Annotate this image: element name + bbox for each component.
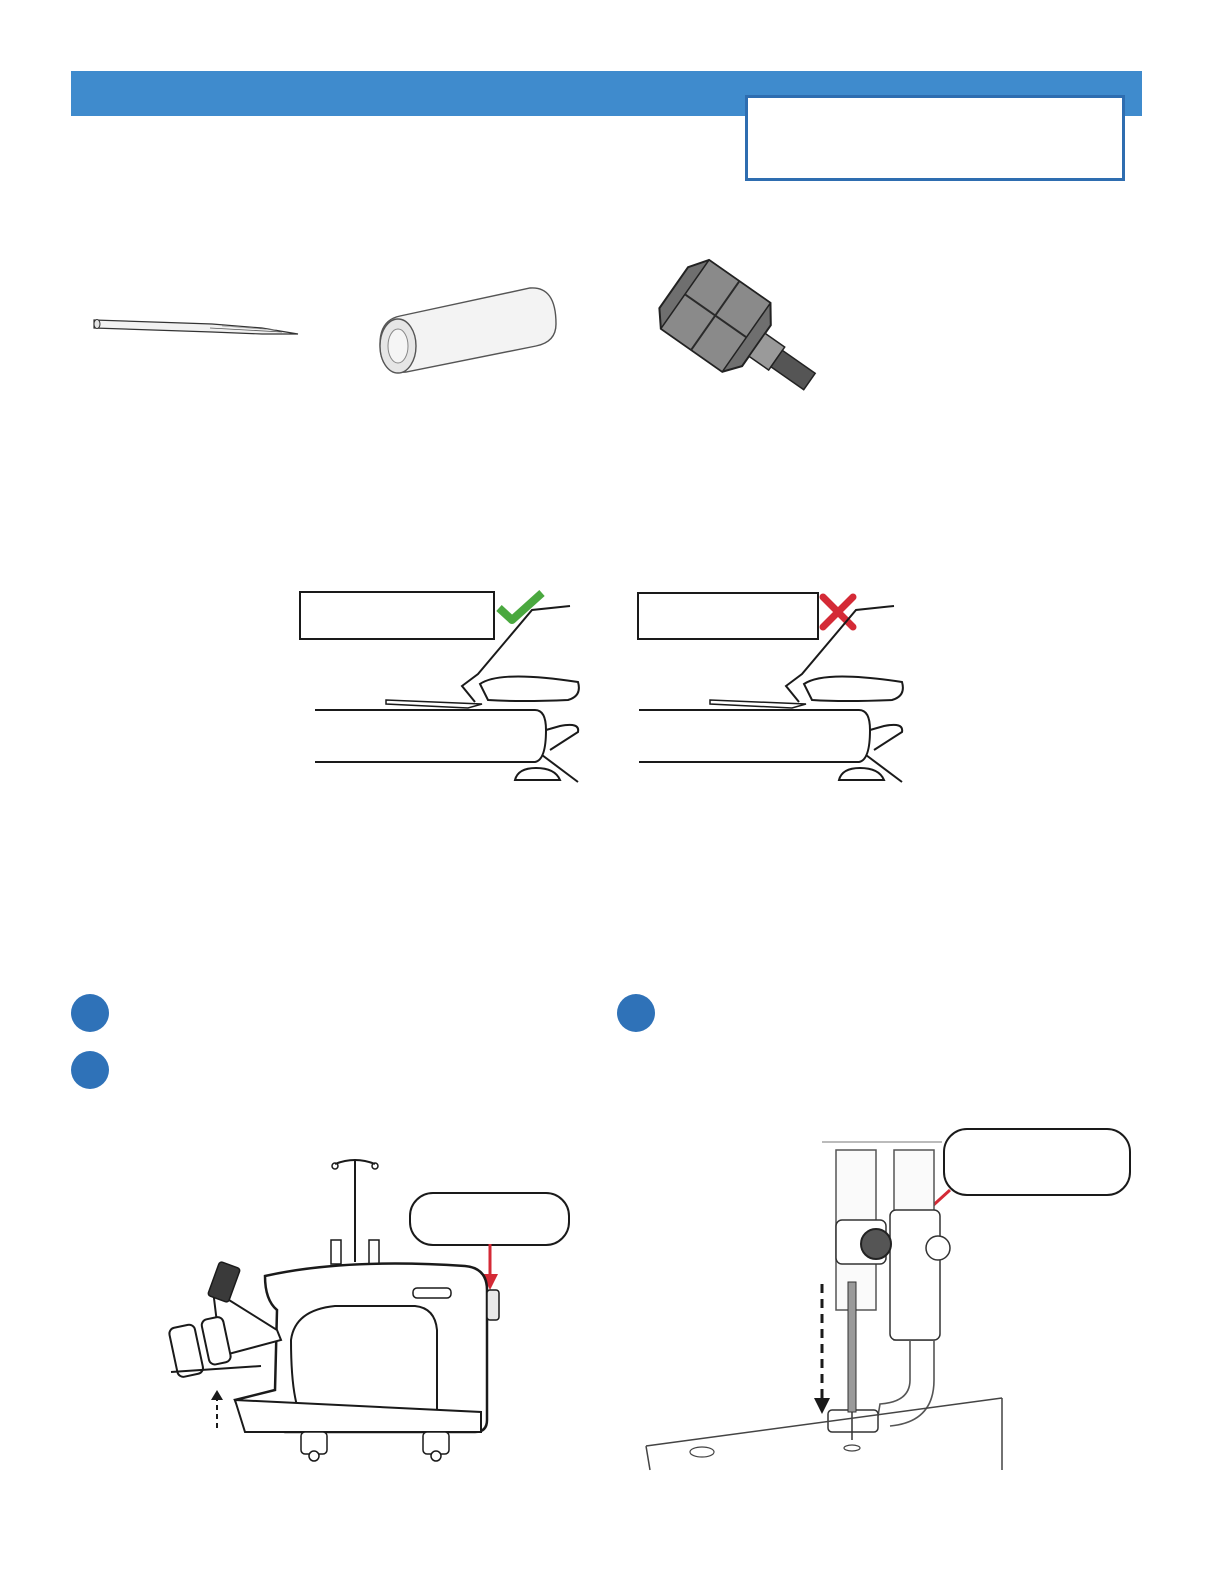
- step-circle-2: [71, 1051, 109, 1089]
- needle-bar-illustration: [640, 1140, 1010, 1480]
- needle-case-icon: [378, 284, 560, 374]
- correct-orientation-illustration: [310, 600, 590, 790]
- step-circle-3: [617, 994, 655, 1032]
- sewing-machine-illustration: [165, 1150, 505, 1470]
- header-callout-box: [745, 95, 1125, 181]
- needle-icon: [92, 312, 304, 342]
- step-circle-1: [71, 994, 109, 1032]
- incorrect-orientation-illustration: [634, 600, 914, 790]
- screwdriver-icon: [660, 264, 820, 392]
